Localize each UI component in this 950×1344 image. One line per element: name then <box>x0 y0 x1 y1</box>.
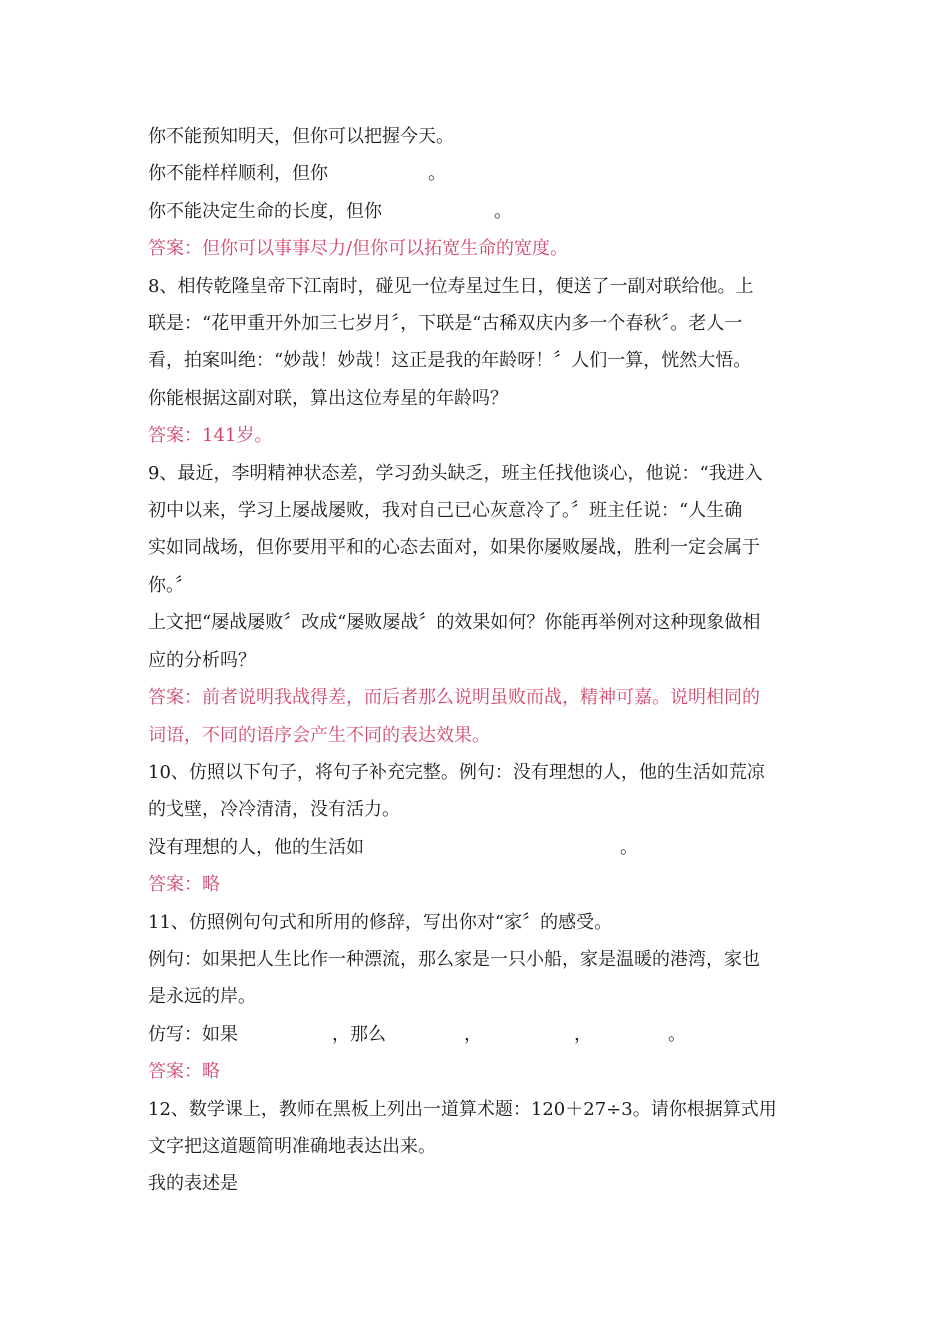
question-9-line: 应的分析吗？ <box>148 649 256 671</box>
question-9-line: 实如同战场，但你要用平和的心态去面对，如果你屡败屡战，胜利一定会属于 <box>148 537 760 559</box>
answer-line: 答案：略 <box>148 874 220 896</box>
question-12-line: 我的表述是 <box>148 1173 238 1195</box>
fill-in-line <box>148 829 808 866</box>
question-9-line: 上文把“屡战屡败〞改成“屡败屡战〞的效果如何？你能再举例对这种现象做相 <box>148 612 761 634</box>
line-prefix: 你不能决定生命的长度，但你 <box>148 200 382 222</box>
question-10-line: 的戈壁，冷冷清清，没有活力。 <box>148 799 400 821</box>
question-12-line: 文字把这道题简明准确地表达出来。 <box>148 1135 436 1157</box>
document-page <box>148 118 808 1203</box>
question-9-line: 你。〞 <box>148 574 193 596</box>
answer-line: 答案：前者说明我战得差，而后者那么说明虽败而战，精神可嘉。说明相同的 <box>148 687 760 709</box>
question-8-line: 你能根据这副对联，算出这位寿星的年龄吗？ <box>148 387 508 409</box>
question-8-line: 8、相传乾隆皇帝下江南时，碰见一位寿星过生日，便送了一副对联给他。上 <box>148 275 754 297</box>
question-11-line: 11、仿照例句句式和所用的修辞，写出你对“家〞的感受。 <box>148 911 613 933</box>
answer-line: 答案：141岁。 <box>148 425 273 447</box>
question-9-line: 初中以来，学习上屡战屡败，我对自己已心灰意冷了。〞班主任说：“人生确 <box>148 500 743 522</box>
fill-in-line <box>148 1016 808 1053</box>
line-part: ，那么 <box>332 1023 386 1045</box>
question-8-line: 看，拍案叫绝：“妙哉！妙哉！这正是我的年龄呀！〞人们一算，恍然大悟。 <box>148 350 752 372</box>
question-11-line: 是永远的岸。 <box>148 986 256 1008</box>
line-suffix: 。 <box>494 200 512 222</box>
line-suffix: 。 <box>428 163 446 185</box>
answer-line: 答案：略 <box>148 1061 220 1083</box>
question-9-line: 9、最近，李明精神状态差，学习劲头缺乏，班主任找他谈心，他说：“我进入 <box>148 462 763 484</box>
line-prefix: 没有理想的人，他的生活如 <box>148 836 364 858</box>
question-8-line: 联是：“花甲重开外加三七岁月〞，下联是“古稀双庆内多一个春秋〞。老人一 <box>148 313 743 335</box>
answer-line: 词语，不同的语序会产生不同的表达效果。 <box>148 724 490 746</box>
line-part: ， <box>464 1023 482 1045</box>
line-suffix: 。 <box>620 836 638 858</box>
line-part: 。 <box>668 1023 686 1045</box>
line-part: 仿写：如果 <box>148 1023 238 1045</box>
question-10-line: 10、仿照以下句子，将句子补充完整。例句：没有理想的人，他的生活如荒凉 <box>148 761 765 783</box>
line-part: ， <box>574 1023 592 1045</box>
fill-in-line <box>148 193 808 230</box>
answer-line: 答案：但你可以事事尽力/但你可以拓宽生命的宽度。 <box>148 238 569 260</box>
fill-in-line <box>148 155 808 192</box>
question-12-line: 12、数学课上，教师在黑板上列出一道算术题：120＋27÷3。请你根据算式用 <box>148 1098 777 1120</box>
question-11-line: 例句：如果把人生比作一种漂流，那么家是一只小船，家是温暖的港湾，家也 <box>148 948 760 970</box>
line-prefix: 你不能样样顺利，但你 <box>148 163 328 185</box>
text-line: 你不能预知明天，但你可以把握今天。 <box>148 126 454 147</box>
